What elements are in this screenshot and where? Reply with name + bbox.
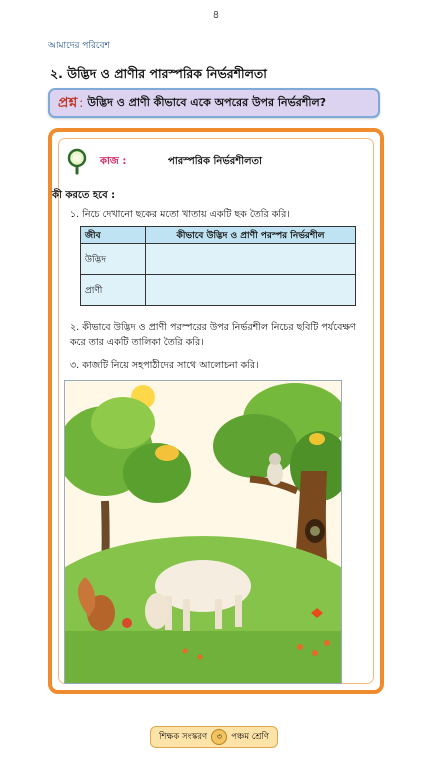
chapter-header: আমাদের পরিবেশ	[48, 41, 110, 51]
page-number: ৪	[212, 8, 220, 21]
instructions-heading: কী করতে হবে :	[52, 190, 116, 201]
question-mark-label: প্রশ্ন	[58, 95, 78, 111]
table-header-cell: জীব	[81, 227, 146, 244]
table-cell: প্রাণী	[81, 275, 146, 306]
grade-label: পঞ্চম শ্রেণি	[231, 732, 270, 742]
task-box	[48, 128, 384, 694]
table-row	[81, 275, 356, 306]
question-bar	[48, 88, 380, 118]
question-colon: :	[79, 96, 84, 110]
table-cell	[146, 275, 356, 306]
owl-icon	[310, 526, 320, 536]
task-header	[60, 146, 370, 176]
task-title: পারস্পরিক নির্ভরশীলতা	[168, 156, 262, 167]
table-header-cell: কীভাবে উদ্ভিদ ও প্রাণী পরস্পর নির্ভরশীল	[146, 227, 356, 244]
grade-number: ৩	[211, 729, 227, 745]
step-3: ৩. কাজটি নিয়ে সহপাঠীদের সাথে আলোচনা করি।	[70, 360, 259, 371]
step-2: ২. কীভাবে উদ্ভিদ ও প্রাণী পরস্পরের উপর নির্ভরশীল নিচের ছবিটি পর্যবেক্ষণ করে তার একটি তালিকা তৈরি করি।	[70, 322, 356, 348]
table-cell: উদ্ভিদ	[81, 244, 146, 275]
section-title: ২. উদ্ভিদ ও প্রাণীর পারস্পরিক নির্ভরশীলতা	[50, 66, 267, 81]
question-text: উদ্ভিদ ও প্রাণী কীভাবে একে অপরের উপর নির্ভরশীল?	[87, 95, 327, 109]
step-1: ১. নিচে দেখানো ছকের মতো খাতায় একটি ছক তৈরি করি।	[70, 209, 290, 220]
edition-label: শিক্ষক সংস্করণ	[158, 732, 208, 742]
bird-icon	[155, 445, 179, 461]
parrot-icon	[309, 433, 325, 445]
footer-badge	[150, 726, 278, 748]
table-header-row	[81, 227, 356, 244]
table-row	[81, 244, 356, 275]
table-cell	[146, 244, 356, 275]
organism-table	[80, 226, 356, 306]
task-label: কাজ :	[100, 156, 127, 167]
nature-illustration	[64, 380, 342, 684]
